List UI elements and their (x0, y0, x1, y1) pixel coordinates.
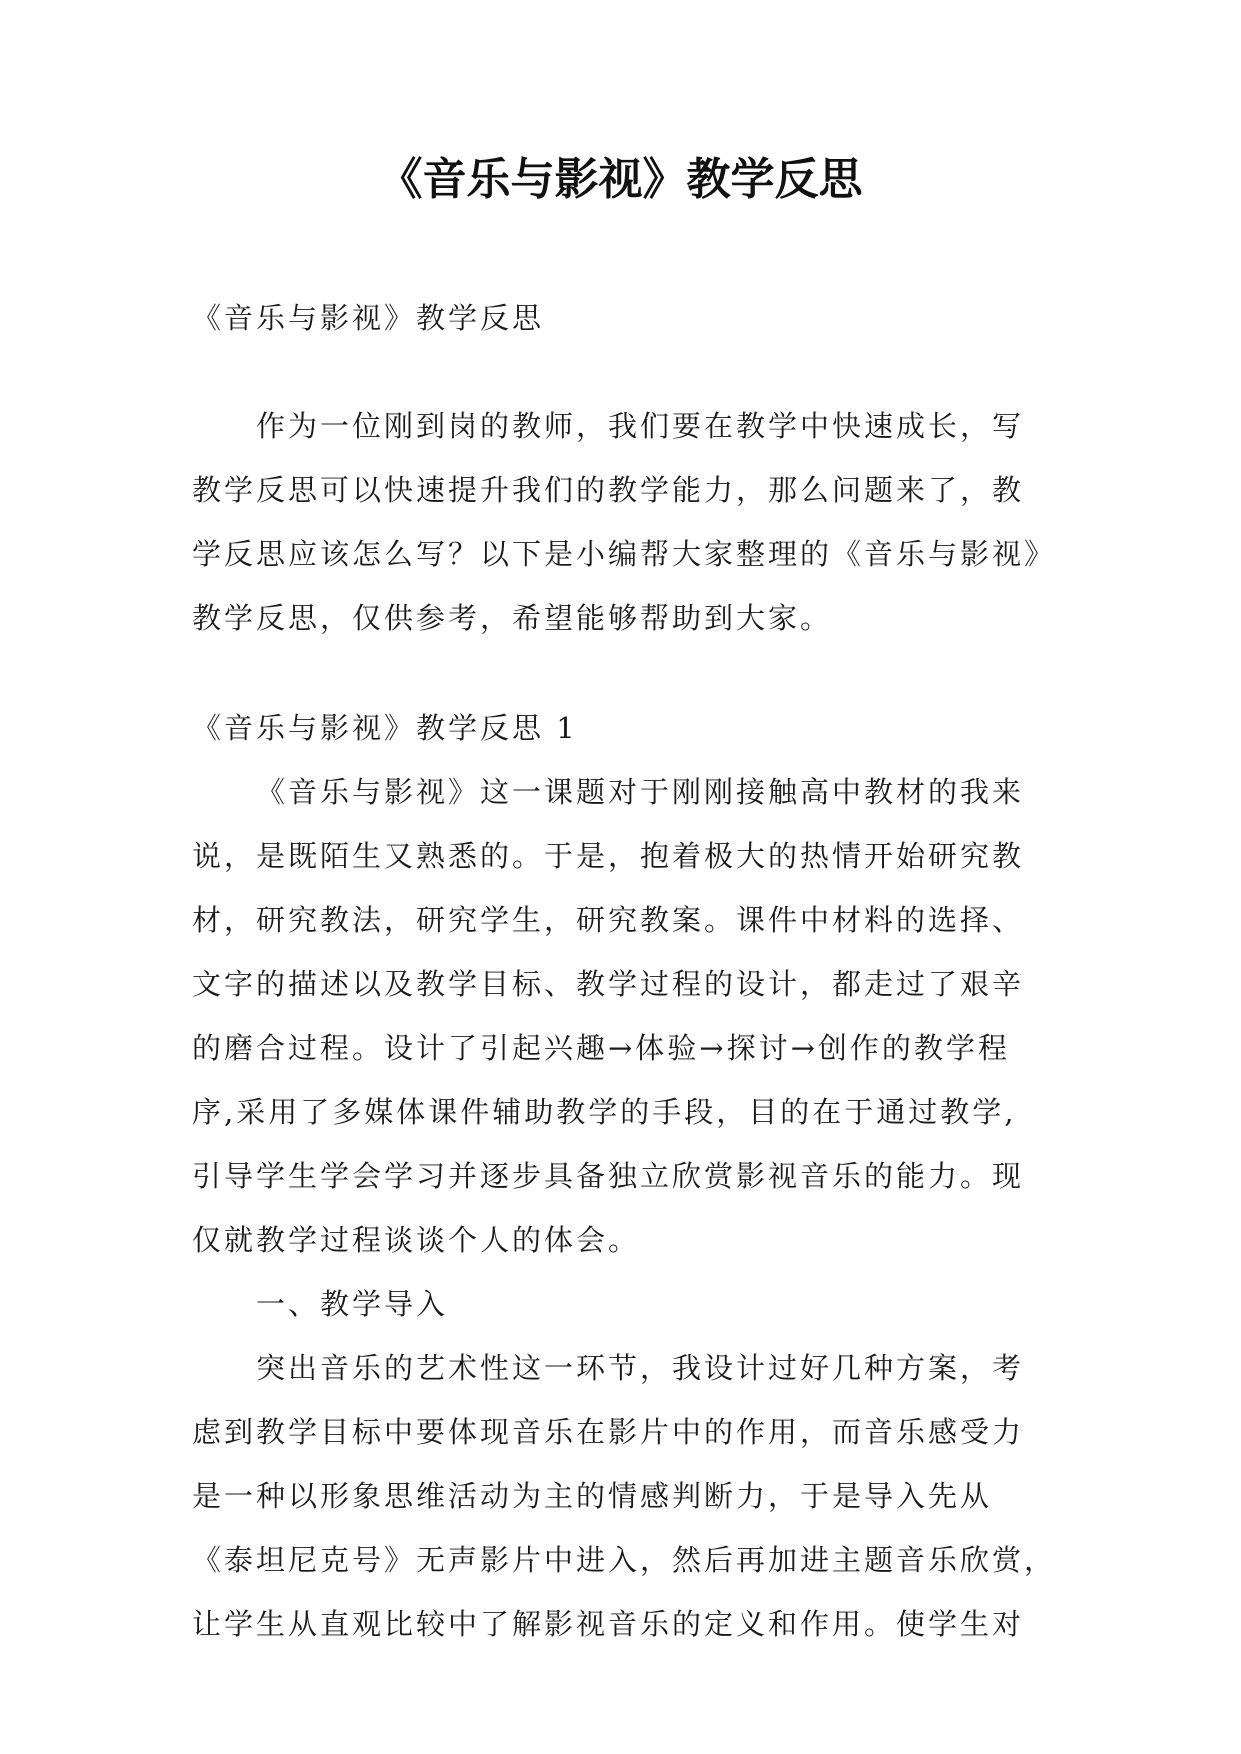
paragraph-line: 让学生从直观比较中了解影视音乐的定义和作用。使学生对 (192, 1607, 1025, 1641)
document-title: 《音乐与影视》教学反思 (378, 154, 863, 205)
subsection-paragraph (192, 1336, 1057, 1656)
paragraph-line: 学反思应该怎么写？以下是小编帮大家整理的《音乐与影视》 (192, 537, 1057, 571)
paragraph-line: 突出音乐的艺术性这一环节，我设计过好几种方案，考 (256, 1351, 1025, 1385)
paragraph-line: 作为一位刚到岗的教师，我们要在教学中快速成长，写 (256, 409, 1025, 443)
paragraph-line: 《音乐与影视》这一课题对于刚刚接触高中教材的我来 (256, 775, 1025, 809)
paragraph-line: 序,采用了多媒体课件辅助教学的手段，目的在于通过教学, (192, 1095, 1017, 1129)
paragraph-line: 教学反思可以快速提升我们的教学能力，那么问题来了，教 (192, 473, 1025, 507)
section-heading: 《音乐与影视》教学反思 1 (192, 711, 578, 745)
paragraph-line: 《泰坦尼克号》无声影片中进入，然后再加进主题音乐欣赏， (192, 1543, 1057, 1577)
paragraph-line: 说，是既陌生又熟悉的。于是，抱着极大的热情开始研究教 (192, 839, 1025, 873)
paragraph-line: 虑到教学目标中要体现音乐在影片中的作用，而音乐感受力 (192, 1415, 1025, 1449)
paragraph-line: 是一种以形象思维活动为主的情感判断力，于是导入先从 (192, 1479, 993, 1513)
paragraph-line: 引导学生学会学习并逐步具备独立欣赏影视音乐的能力。现 (192, 1159, 1025, 1193)
subsection-heading: 一、教学导入 (256, 1287, 449, 1321)
paragraph-line: 材，研究教法，研究学生，研究教案。课件中材料的选择、 (192, 903, 1025, 937)
section-paragraph (192, 760, 1052, 1272)
document-subtitle: 《音乐与影视》教学反思 (192, 301, 545, 335)
paragraph-line: 仅就教学过程谈谈个人的体会。 (192, 1223, 641, 1257)
paragraph-line: 教学反思，仅供参考，希望能够帮助到大家。 (192, 601, 833, 635)
paragraph-line: 文字的描述以及教学目标、教学过程的设计，都走过了艰辛 (192, 967, 1025, 1001)
document-body (192, 286, 1057, 1656)
paragraph-line: 的磨合过程。设计了引起兴趣→体验→探讨→创作的教学程 (192, 1031, 1010, 1065)
intro-paragraph (192, 394, 1057, 650)
